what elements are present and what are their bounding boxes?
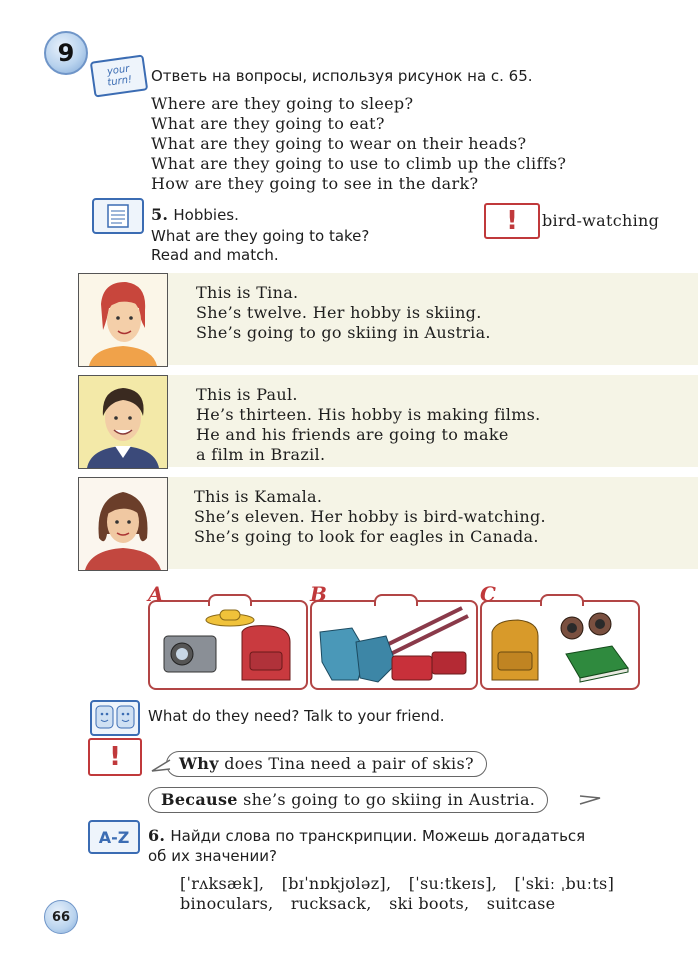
profile-line: She’s eleven. Her hobby is bird-watching. [194, 507, 546, 526]
profile-line: This is Tina. [196, 283, 299, 302]
kamala-portrait [78, 477, 168, 571]
transcription-item: [ˈsuːtkeɪs], [408, 874, 498, 893]
question-bubble [166, 751, 487, 777]
profile-panel-paul [78, 375, 698, 469]
exercise6-number: 6. [148, 826, 166, 845]
exercise6-instruction-line1: Найди слова по транскрипции. Можешь догадаться [170, 827, 586, 845]
profile-line: This is Kamala. [194, 487, 323, 506]
word-item: binoculars, [180, 894, 274, 913]
your-turn-icon [90, 54, 148, 97]
paul-portrait [78, 375, 168, 469]
unit-number-badge: 9 [44, 31, 88, 75]
question-item: How are they going to see in the dark? [151, 174, 479, 193]
exercise5-heading [151, 205, 239, 225]
answer-bold: Because [161, 790, 238, 809]
page-number: 66 [44, 900, 78, 934]
profile-panel-kamala [78, 477, 698, 571]
bag-letter-c: C [480, 582, 496, 606]
word-item: suitcase [486, 894, 556, 913]
transcription-item: [bɪˈnɒkjʊləz], [281, 874, 392, 893]
question-item: Where are they going to sleep? [151, 94, 414, 113]
pair-talk-icon [90, 700, 140, 736]
exercise5-title: Hobbies. [173, 206, 239, 224]
bag-letter-a: A [148, 582, 164, 606]
profile-line: a film in Brazil. [196, 445, 326, 464]
answer-rest: she’s going to go skiing in Austria. [237, 790, 536, 809]
exercise5-prompt-take: What are they going to take? [151, 227, 370, 245]
profile-line: She’s going to go skiing in Austria. [196, 323, 491, 342]
profile-line: This is Paul. [196, 385, 298, 404]
exclamation-icon [484, 203, 540, 239]
profile-line: She’s going to look for eagles in Canada. [194, 527, 539, 546]
bag-a-illustration [148, 600, 308, 690]
question-item: What are they going to use to climb up the cliffs? [151, 154, 567, 173]
questions-list [151, 94, 566, 194]
exclamation-mark: ! [506, 206, 518, 236]
notebook-icon [92, 198, 144, 234]
transcription-item: [ˈrʌksæk], [180, 874, 265, 893]
question-item: What are they going to wear on their heads? [151, 134, 527, 153]
bag-b-illustration [310, 600, 478, 690]
exercise5-prompt-match: Read and match. [151, 246, 279, 264]
profile-panel-tina [78, 273, 698, 367]
exclamation-icon [88, 738, 142, 776]
question-rest: does Tina need a pair of skis? [218, 754, 474, 773]
transcription-item: [ˈskiː ˌbuːts] [514, 874, 615, 893]
profile-line: He’s thirteen. His hobby is making films. [196, 405, 541, 424]
exclamation-mark: ! [109, 742, 121, 772]
profile-line: He and his friends are going to make [196, 425, 509, 444]
az-label: A-Z [98, 827, 130, 847]
word-item: ski boots, [389, 894, 470, 913]
transcriptions-row [180, 874, 614, 894]
profile-line: She’s twelve. Her hobby is skiing. [196, 303, 482, 322]
answer-bubble [148, 787, 548, 813]
exercise6-instruction [148, 826, 585, 846]
question-item: What are they going to eat? [151, 114, 385, 133]
bag-letter-b: B [310, 582, 327, 606]
dictionary-icon [88, 820, 140, 854]
question-bold: Why [179, 754, 219, 773]
exercise6-instruction-line2: об их значении? [148, 847, 277, 865]
tina-portrait [78, 273, 168, 367]
talk-prompt: What do they need? Talk to your friend. [148, 707, 445, 725]
bag-c-illustration [480, 600, 640, 690]
exercise5-number: 5. [151, 205, 169, 224]
vocab-note: bird-watching [542, 211, 660, 230]
bubble-tail-left [150, 758, 172, 774]
your-turn-label: your turn! [106, 63, 133, 89]
words-row [180, 894, 555, 914]
instruction-ru: Ответь на вопросы, используя рисунок на с. 65. [151, 67, 533, 85]
word-item: rucksack, [290, 894, 372, 913]
bubble-tail-right [578, 792, 602, 808]
